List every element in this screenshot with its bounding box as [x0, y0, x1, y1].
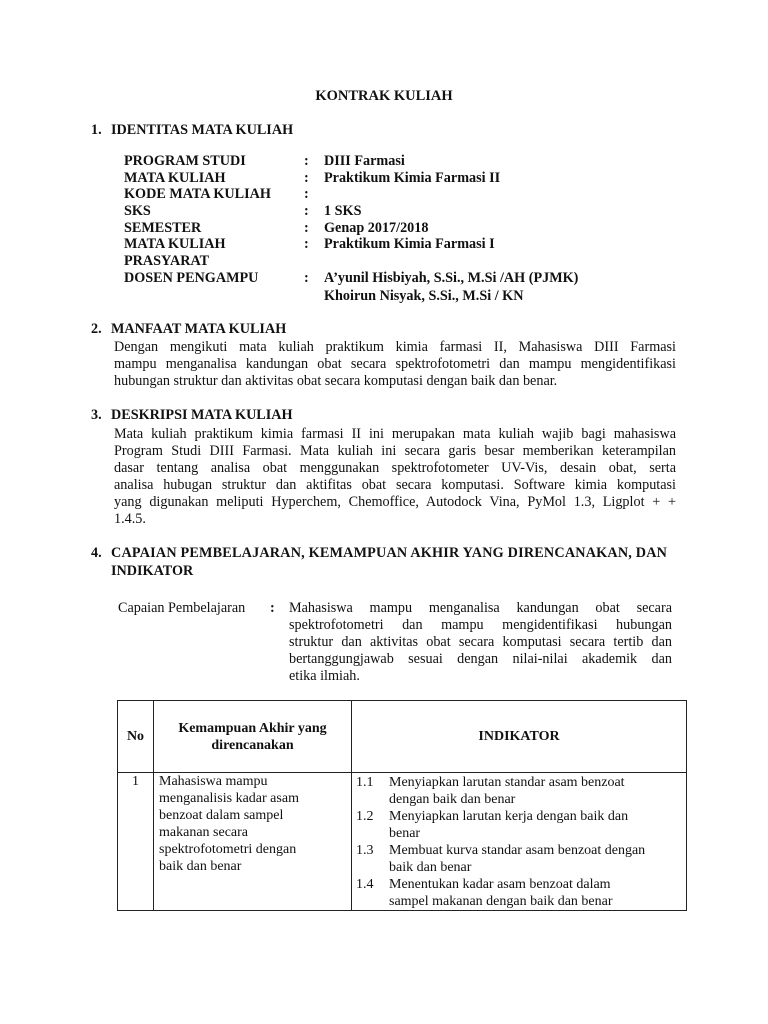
section-2-heading: MANFAAT MATA KULIAH — [111, 321, 287, 337]
kemampuan-akhir-cell — [154, 773, 352, 911]
paragraph-line: mampu menganalisa kandungan obat secara spektrofotometri dan mampu mengidentifikasi — [114, 356, 676, 372]
indicator-item — [356, 808, 682, 842]
kemampuan-line: makanan secara — [159, 825, 248, 840]
indicator-number: 1.3 — [356, 843, 374, 858]
paragraph-line: Mata kuliah praktikum kimia farmasi II ini merupakan mata kuliah wajib bagi mahasiswa — [114, 426, 676, 442]
identity-value: DIII Farmasi — [324, 153, 405, 169]
identity-label: KODE MATA KULIAH — [124, 186, 271, 202]
identity-value: Khoirun Nisyak, S.Si., M.Si / KN — [324, 288, 524, 304]
capaian-line: Mahasiswa mampu menganalisa kandungan obat secara — [289, 600, 672, 616]
header-kemampuan-akhir — [154, 701, 352, 773]
row-number: 1 — [118, 773, 154, 911]
header-indikator: INDIKATOR — [352, 701, 687, 773]
section-1-number: 1. — [91, 122, 102, 138]
paragraph-line: Dengan mengikuti mata kuliah praktikum kimia farmasi II, Mahasiswa DIII Farmasi — [114, 339, 676, 355]
indicator-item — [356, 876, 682, 910]
kemampuan-line: spektrofotometri dengan — [159, 842, 297, 857]
identity-colon: : — [304, 220, 309, 236]
document-title: KONTRAK KULIAH — [315, 88, 453, 104]
kemampuan-line: baik dan benar — [159, 859, 242, 874]
paragraph-line: yang digunakan meliputi Hyperchem, Chemoffice, Autodock Vina, PyMol 1.3, Ligplot + + — [114, 494, 676, 510]
capaian-text — [289, 600, 672, 685]
indicator-text: Menyiapkan larutan standar asam benzoat — [389, 775, 625, 790]
identity-colon: : — [304, 270, 309, 286]
table-row — [118, 773, 687, 911]
header-kemampuan-line-1: Kemampuan Akhir yang — [178, 720, 327, 736]
indicator-number: 1.4 — [356, 877, 374, 892]
identity-label: SKS — [124, 203, 151, 219]
identity-label: MATA KULIAH — [124, 170, 226, 186]
indicator-text: Membuat kurva standar asam benzoat dengan — [389, 843, 646, 858]
section-3-number: 3. — [91, 407, 102, 423]
identity-label: SEMESTER — [124, 220, 202, 236]
indicator-text: Menyiapkan larutan kerja dengan baik dan — [389, 809, 629, 824]
kemampuan-line: menganalisis kadar asam — [159, 791, 299, 806]
identity-label: DOSEN PENGAMPU — [124, 270, 259, 286]
identity-value: A’yunil Hisbiyah, S.Si., M.Si /AH (PJMK) — [324, 270, 579, 286]
indicator-text: benar — [389, 826, 421, 841]
capaian-colon: : — [270, 600, 275, 616]
table-header-row — [118, 701, 687, 773]
paragraph-line: hubungan struktur dan aktivitas obat secara komputasi dengan baik dan benar. — [114, 373, 558, 389]
capaian-line: etika ilmiah. — [289, 668, 360, 684]
identity-value: Praktikum Kimia Farmasi I — [324, 236, 495, 252]
identity-label: PRASYARAT — [124, 253, 210, 269]
paragraph-line: 1.4.5. — [114, 511, 146, 527]
identity-colon: : — [304, 186, 309, 202]
identity-value: Genap 2017/2018 — [324, 220, 429, 236]
capaian-label: Capaian Pembelajaran — [118, 600, 246, 616]
identity-colon: : — [304, 153, 309, 169]
section-4-number: 4. — [91, 545, 102, 561]
indicator-item — [356, 774, 682, 808]
paragraph-line: Program Studi DIII Farmasi. Mata kuliah ini secara garis besar memberikan keterampilan — [114, 443, 676, 459]
identity-colon: : — [304, 203, 309, 219]
header-kemampuan-line-2: direncanakan — [211, 737, 294, 753]
section-2-number: 2. — [91, 321, 102, 337]
kemampuan-line: benzoat dalam sampel — [159, 808, 284, 823]
indicator-text: sampel makanan dengan baik dan benar — [389, 894, 613, 909]
identity-value: Praktikum Kimia Farmasi II — [324, 170, 501, 186]
capaian-line: struktur dan aktivitas obat secara komputasi secara tertib dan — [289, 634, 672, 650]
kemampuan-line: Mahasiswa mampu — [159, 774, 268, 789]
manfaat-paragraph — [114, 339, 676, 390]
capaian-line: bertanggungjawab sesuai dengan nilai-nilai akademik dan — [289, 651, 672, 667]
identity-colon: : — [304, 236, 309, 252]
section-3-heading: DESKRIPSI MATA KULIAH — [111, 407, 293, 423]
section-4-heading: CAPAIAN PEMBELAJARAN, KEMAMPUAN AKHIR YANG DIRENCANAKAN, DAN — [111, 545, 668, 561]
deskripsi-paragraph — [114, 426, 676, 528]
indikator-cell — [352, 773, 687, 911]
indicator-number: 1.2 — [356, 809, 374, 824]
indicator-item — [356, 842, 682, 876]
indicator-number: 1.1 — [356, 775, 374, 790]
indicator-text: dengan baik dan benar — [389, 792, 516, 807]
indicator-text: baik dan benar — [389, 860, 472, 875]
section-4-heading-line-2: INDIKATOR — [111, 563, 194, 579]
paragraph-line: dasar tentang analisa obat menggunakan spektrofotometer UV-Vis, desain obat, serta — [114, 460, 676, 476]
kemampuan-indikator-table — [117, 700, 687, 911]
identity-colon: : — [304, 170, 309, 186]
identity-label: MATA KULIAH — [124, 236, 226, 252]
identity-value: 1 SKS — [324, 203, 362, 219]
identity-label: PROGRAM STUDI — [124, 153, 246, 169]
indicator-text: Menentukan kadar asam benzoat dalam — [389, 877, 611, 892]
paragraph-line: analisa hubugan struktur dan aktifitas obat secara komputasi. Software kimia komputasi — [114, 477, 676, 493]
section-1-heading: IDENTITAS MATA KULIAH — [111, 122, 294, 138]
header-no: No — [118, 701, 154, 773]
capaian-line: spektrofotometri dan mampu mengidentifikasi hubungan — [289, 617, 672, 633]
